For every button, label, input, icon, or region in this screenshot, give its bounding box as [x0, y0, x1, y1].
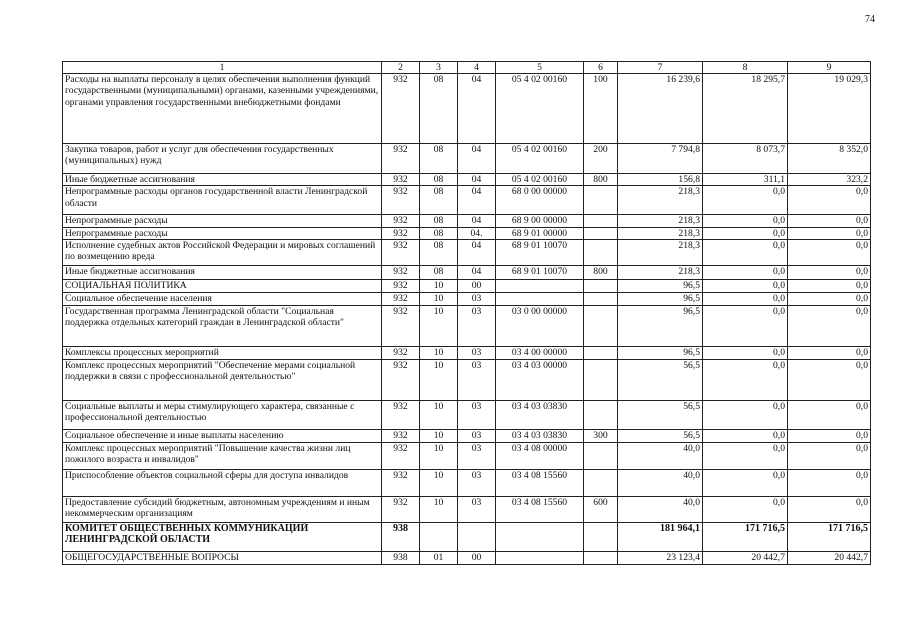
grbs-code-cell: 938	[382, 522, 420, 551]
expense-type-cell: 200	[584, 144, 618, 174]
target-article-cell	[496, 522, 584, 551]
amount-year2-cell: 311,1	[703, 174, 788, 186]
target-article-cell: 05 4 02 00160	[496, 74, 584, 144]
subsection-code-cell: 04	[458, 174, 496, 186]
expense-type-cell	[584, 359, 618, 400]
column-header: 4	[458, 62, 496, 74]
table-row	[63, 227, 871, 239]
amount-year3-cell: 0,0	[788, 359, 871, 400]
amount-year3-cell: 0,0	[788, 469, 871, 496]
subsection-code-cell: 04	[458, 265, 496, 279]
grbs-code-cell: 932	[382, 305, 420, 346]
section-code-cell: 10	[420, 429, 458, 442]
section-code-cell: 10	[420, 292, 458, 305]
amount-year1-cell: 96,5	[618, 346, 703, 359]
amount-year2-cell: 0,0	[703, 279, 788, 292]
amount-year2-cell: 0,0	[703, 359, 788, 400]
grbs-code-cell: 932	[382, 265, 420, 279]
target-article-cell: 03 4 08 00000	[496, 442, 584, 469]
target-article-cell: 03 4 03 03830	[496, 429, 584, 442]
expense-name-cell: СОЦИАЛЬНАЯ ПОЛИТИКА	[63, 279, 382, 292]
expense-name-cell: Социальные выплаты и меры стимулирующего характера, связанные с профессиональной деятельностью	[63, 400, 382, 429]
amount-year3-cell: 0,0	[788, 305, 871, 346]
expense-type-cell: 300	[584, 429, 618, 442]
expense-type-cell: 800	[584, 265, 618, 279]
subsection-code-cell: 03	[458, 496, 496, 522]
expense-name-cell: Социальное обеспечение населения	[63, 292, 382, 305]
section-code-cell: 10	[420, 346, 458, 359]
subsection-code-cell: 03	[458, 346, 496, 359]
table-row	[63, 74, 871, 144]
target-article-cell: 68 9 00 00000	[496, 215, 584, 227]
expense-type-cell	[584, 305, 618, 346]
amount-year2-cell: 20 442,7	[703, 551, 788, 564]
grbs-code-cell: 932	[382, 346, 420, 359]
grbs-code-cell: 932	[382, 74, 420, 144]
amount-year2-cell: 18 295,7	[703, 74, 788, 144]
grbs-code-cell: 932	[382, 279, 420, 292]
subsection-code-cell: 03	[458, 400, 496, 429]
amount-year3-cell: 0,0	[788, 400, 871, 429]
expense-type-cell	[584, 469, 618, 496]
subsection-code-cell: 04	[458, 239, 496, 265]
target-article-cell: 68 0 00 00000	[496, 186, 584, 215]
section-code-cell: 10	[420, 469, 458, 496]
target-article-cell: 03 4 03 03830	[496, 400, 584, 429]
grbs-code-cell: 932	[382, 496, 420, 522]
expense-type-cell	[584, 186, 618, 215]
table-row	[63, 400, 871, 429]
amount-year3-cell: 0,0	[788, 279, 871, 292]
expense-name-cell: Исполнение судебных актов Российской Федерации и мировых соглашений по возмещению вреда	[63, 239, 382, 265]
column-header: 1	[63, 62, 382, 74]
amount-year2-cell: 0,0	[703, 292, 788, 305]
grbs-code-cell: 932	[382, 400, 420, 429]
target-article-cell: 68 9 01 10070	[496, 265, 584, 279]
target-article-cell: 03 4 00 00000	[496, 346, 584, 359]
section-code-cell: 10	[420, 496, 458, 522]
amount-year1-cell: 218,3	[618, 215, 703, 227]
amount-year1-cell: 56,5	[618, 429, 703, 442]
section-code-cell: 08	[420, 74, 458, 144]
expense-name-cell: Социальное обеспечение и иные выплаты населению	[63, 429, 382, 442]
amount-year2-cell: 171 716,5	[703, 522, 788, 551]
column-header: 7	[618, 62, 703, 74]
amount-year1-cell: 40,0	[618, 469, 703, 496]
table-row	[63, 186, 871, 215]
table-row	[63, 551, 871, 564]
expense-name-cell: Иные бюджетные ассигнования	[63, 265, 382, 279]
table-row	[63, 442, 871, 469]
grbs-code-cell: 932	[382, 144, 420, 174]
target-article-cell	[496, 292, 584, 305]
amount-year2-cell: 0,0	[703, 346, 788, 359]
target-article-cell: 68 9 01 00000	[496, 227, 584, 239]
subsection-code-cell: 03	[458, 305, 496, 346]
amount-year2-cell: 0,0	[703, 305, 788, 346]
expense-type-cell	[584, 292, 618, 305]
amount-year2-cell: 8 073,7	[703, 144, 788, 174]
target-article-cell	[496, 279, 584, 292]
section-code-cell: 10	[420, 305, 458, 346]
expense-type-cell	[584, 215, 618, 227]
amount-year1-cell: 156,8	[618, 174, 703, 186]
column-header: 2	[382, 62, 420, 74]
target-article-cell: 03 4 03 00000	[496, 359, 584, 400]
amount-year3-cell: 0,0	[788, 265, 871, 279]
subsection-code-cell: 00	[458, 551, 496, 564]
table-row	[63, 279, 871, 292]
table-row	[63, 265, 871, 279]
amount-year2-cell: 0,0	[703, 469, 788, 496]
subsection-code-cell: 04	[458, 144, 496, 174]
section-code-cell: 10	[420, 400, 458, 429]
section-code-cell: 08	[420, 265, 458, 279]
subsection-code-cell: 03	[458, 292, 496, 305]
column-header: 8	[703, 62, 788, 74]
amount-year3-cell: 19 029,3	[788, 74, 871, 144]
amount-year3-cell: 0,0	[788, 496, 871, 522]
target-article-cell: 03 4 08 15560	[496, 469, 584, 496]
target-article-cell: 68 9 01 10070	[496, 239, 584, 265]
table-row	[63, 359, 871, 400]
amount-year1-cell: 7 794,8	[618, 144, 703, 174]
grbs-code-cell: 932	[382, 429, 420, 442]
target-article-cell: 05 4 02 00160	[496, 174, 584, 186]
amount-year1-cell: 40,0	[618, 496, 703, 522]
table-row	[63, 215, 871, 227]
table-header-row	[63, 62, 871, 74]
expense-name-cell: Непрограммные расходы	[63, 227, 382, 239]
subsection-code-cell: 04.	[458, 227, 496, 239]
amount-year2-cell: 0,0	[703, 227, 788, 239]
section-code-cell	[420, 522, 458, 551]
target-article-cell	[496, 551, 584, 564]
amount-year3-cell: 0,0	[788, 227, 871, 239]
amount-year1-cell: 96,5	[618, 279, 703, 292]
grbs-code-cell: 932	[382, 359, 420, 400]
subsection-code-cell: 03	[458, 429, 496, 442]
amount-year3-cell: 0,0	[788, 442, 871, 469]
expense-type-cell	[584, 279, 618, 292]
table-row	[63, 239, 871, 265]
expense-name-cell: Закупка товаров, работ и услуг для обеспечения государственных (муниципальных) нужд	[63, 144, 382, 174]
target-article-cell: 03 0 00 00000	[496, 305, 584, 346]
section-code-cell: 08	[420, 186, 458, 215]
amount-year2-cell: 0,0	[703, 239, 788, 265]
target-article-cell: 03 4 08 15560	[496, 496, 584, 522]
expense-name-cell: ОБЩЕГОСУДАРСТВЕННЫЕ ВОПРОСЫ	[63, 551, 382, 564]
target-article-cell: 05 4 02 00160	[496, 144, 584, 174]
section-code-cell: 08	[420, 144, 458, 174]
amount-year2-cell: 0,0	[703, 442, 788, 469]
amount-year3-cell: 0,0	[788, 292, 871, 305]
amount-year2-cell: 0,0	[703, 496, 788, 522]
amount-year1-cell: 96,5	[618, 305, 703, 346]
table-row	[63, 144, 871, 174]
grbs-code-cell: 932	[382, 292, 420, 305]
expense-name-cell: Государственная программа Ленинградской области "Социальная поддержка отдельных категорий граждан в Ленинградской области"	[63, 305, 382, 346]
amount-year3-cell: 20 442,7	[788, 551, 871, 564]
subsection-code-cell: 04	[458, 186, 496, 215]
amount-year3-cell: 323,2	[788, 174, 871, 186]
expense-type-cell: 600	[584, 496, 618, 522]
expense-type-cell	[584, 551, 618, 564]
amount-year1-cell: 181 964,1	[618, 522, 703, 551]
section-code-cell: 10	[420, 442, 458, 469]
expense-type-cell	[584, 227, 618, 239]
budget-table	[62, 61, 871, 565]
amount-year1-cell: 56,5	[618, 400, 703, 429]
expense-type-cell	[584, 239, 618, 265]
table-row	[63, 174, 871, 186]
amount-year3-cell: 8 352,0	[788, 144, 871, 174]
expense-name-cell: КОМИТЕТ ОБЩЕСТВЕННЫХ КОММУНИКАЦИЙ ЛЕНИНГРАДСКОЙ ОБЛАСТИ	[63, 522, 382, 551]
column-header: 9	[788, 62, 871, 74]
grbs-code-cell: 932	[382, 469, 420, 496]
column-header: 5	[496, 62, 584, 74]
amount-year1-cell: 218,3	[618, 265, 703, 279]
amount-year1-cell: 218,3	[618, 186, 703, 215]
expense-name-cell: Непрограммные расходы органов государственной власти Ленинградской области	[63, 186, 382, 215]
amount-year3-cell: 0,0	[788, 239, 871, 265]
subsection-code-cell: 04	[458, 74, 496, 144]
expense-name-cell: Иные бюджетные ассигнования	[63, 174, 382, 186]
amount-year3-cell: 171 716,5	[788, 522, 871, 551]
expense-name-cell: Непрограммные расходы	[63, 215, 382, 227]
expense-name-cell: Приспособление объектов социальной сферы для доступа инвалидов	[63, 469, 382, 496]
grbs-code-cell: 932	[382, 442, 420, 469]
table-row	[63, 292, 871, 305]
table-row	[63, 429, 871, 442]
amount-year2-cell: 0,0	[703, 400, 788, 429]
expense-type-cell	[584, 442, 618, 469]
amount-year2-cell: 0,0	[703, 186, 788, 215]
expense-name-cell: Комплекс процессных мероприятий "Обеспечение мерами социальной поддержки в связи с профессиональной деятельностью"	[63, 359, 382, 400]
expense-name-cell: Комплекс процессных мероприятий "Повышение качества жизни лиц пожилого возраста и инвалидов"	[63, 442, 382, 469]
section-code-cell: 10	[420, 359, 458, 400]
section-code-cell: 08	[420, 227, 458, 239]
column-header: 3	[420, 62, 458, 74]
expense-type-cell	[584, 400, 618, 429]
expense-name-cell: Предоставление субсидий бюджетным, автономным учреждениям и иным некоммерческим организациям	[63, 496, 382, 522]
section-code-cell: 08	[420, 215, 458, 227]
amount-year1-cell: 56,5	[618, 359, 703, 400]
section-code-cell: 08	[420, 174, 458, 186]
grbs-code-cell: 932	[382, 227, 420, 239]
grbs-code-cell: 932	[382, 174, 420, 186]
expense-type-cell: 100	[584, 74, 618, 144]
amount-year1-cell: 23 123,4	[618, 551, 703, 564]
section-code-cell: 08	[420, 239, 458, 265]
grbs-code-cell: 932	[382, 239, 420, 265]
subsection-code-cell: 04	[458, 215, 496, 227]
amount-year1-cell: 218,3	[618, 239, 703, 265]
expense-name-cell: Комплексы процессных мероприятий	[63, 346, 382, 359]
table-row	[63, 496, 871, 522]
table-row	[63, 469, 871, 496]
amount-year2-cell: 0,0	[703, 429, 788, 442]
section-code-cell: 10	[420, 279, 458, 292]
expense-type-cell: 800	[584, 174, 618, 186]
amount-year1-cell: 218,3	[618, 227, 703, 239]
column-header: 6	[584, 62, 618, 74]
subsection-code-cell: 03	[458, 442, 496, 469]
table-row	[63, 522, 871, 551]
subsection-code-cell	[458, 522, 496, 551]
amount-year3-cell: 0,0	[788, 186, 871, 215]
expense-type-cell	[584, 346, 618, 359]
section-code-cell: 01	[420, 551, 458, 564]
subsection-code-cell: 03	[458, 469, 496, 496]
page-number: 74	[865, 14, 875, 25]
grbs-code-cell: 932	[382, 215, 420, 227]
amount-year1-cell: 40,0	[618, 442, 703, 469]
table-row	[63, 346, 871, 359]
grbs-code-cell: 938	[382, 551, 420, 564]
subsection-code-cell: 00	[458, 279, 496, 292]
amount-year2-cell: 0,0	[703, 215, 788, 227]
table-row	[63, 305, 871, 346]
amount-year1-cell: 16 239,6	[618, 74, 703, 144]
amount-year3-cell: 0,0	[788, 215, 871, 227]
subsection-code-cell: 03	[458, 359, 496, 400]
expense-name-cell: Расходы на выплаты персоналу в целях обеспечения выполнения функций государственными (муниципальными) органами, казенными учреждениями, органами управления государственными внебюджетными фондами	[63, 74, 382, 144]
expense-type-cell	[584, 522, 618, 551]
amount-year3-cell: 0,0	[788, 346, 871, 359]
amount-year2-cell: 0,0	[703, 265, 788, 279]
grbs-code-cell: 932	[382, 186, 420, 215]
amount-year1-cell: 96,5	[618, 292, 703, 305]
amount-year3-cell: 0,0	[788, 429, 871, 442]
